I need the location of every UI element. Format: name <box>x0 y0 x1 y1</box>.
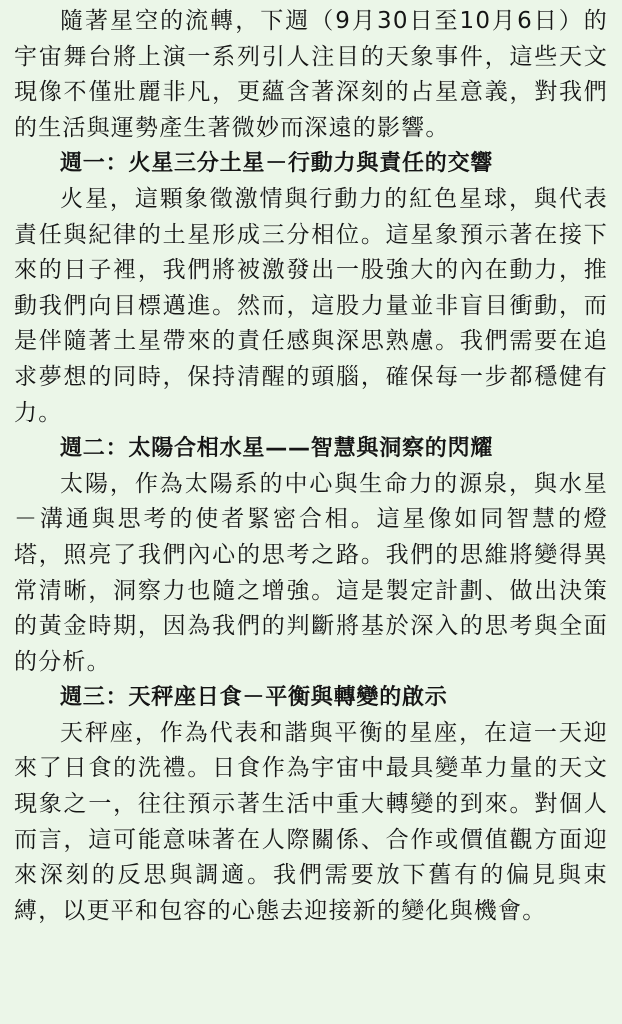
section-body-tuesday: 太陽，作為太陽系的中心與生命力的源泉，與水星－溝通與思考的使者緊密合相。這星像如同智慧的燈塔，照亮了我們內心的思考之路。我們的思維將變得異常清晰，洞察力也隨之增強。這是製定計劃、做出決策的黃金時期，因為我們的判斷將基於深入的思考與全面的分析。 <box>14 470 608 675</box>
section-heading-tuesday: 週二：太陽合相水星——智慧與洞察的閃耀 <box>60 436 494 462</box>
section-body-monday: 火星，這顆象徵激情與行動力的紅色星球，與代表責任與紀律的土星形成三分相位。這星象預示著在接下來的日子裡，我們將被激發出一股強大的內在動力，推動我們向目標邁進。然而，這股力量並非盲目衝動，而是伴隨著土星帶來的責任感與深思熟慮。我們需要在追求夢想的同時，保持清醒的頭腦，確保每一步都穩健有力。 <box>14 185 608 426</box>
section-heading-wednesday: 週三：天秤座日食－平衡與轉變的啟示 <box>60 685 448 711</box>
section-heading-monday: 週一：火星三分土星－行動力與責任的交響 <box>60 151 494 177</box>
section-body-wednesday: 天秤座，作為代表和諧與平衡的星座，在這一天迎來了日食的洗禮。日食作為宇宙中最具變革力量的天文現象之一，往往預示著生活中重大轉變的到來。對個人而言，這可能意味著在人際關係、合作或價值觀方面迎來深刻的反思與調適。我們需要放下舊有的偏見與束縛，以更平和包容的心態去迎接新的變化與機會。 <box>14 719 608 924</box>
intro-paragraph: 隨著星空的流轉，下週（9月30日至10月6日）的宇宙舞台將上演一系列引人注目的天象事件，這些天文現像不僅壯麗非凡，更蘊含著深刻的占星意義，對我們的生活與運勢產生著微妙而深遠的影響。 <box>14 8 608 141</box>
